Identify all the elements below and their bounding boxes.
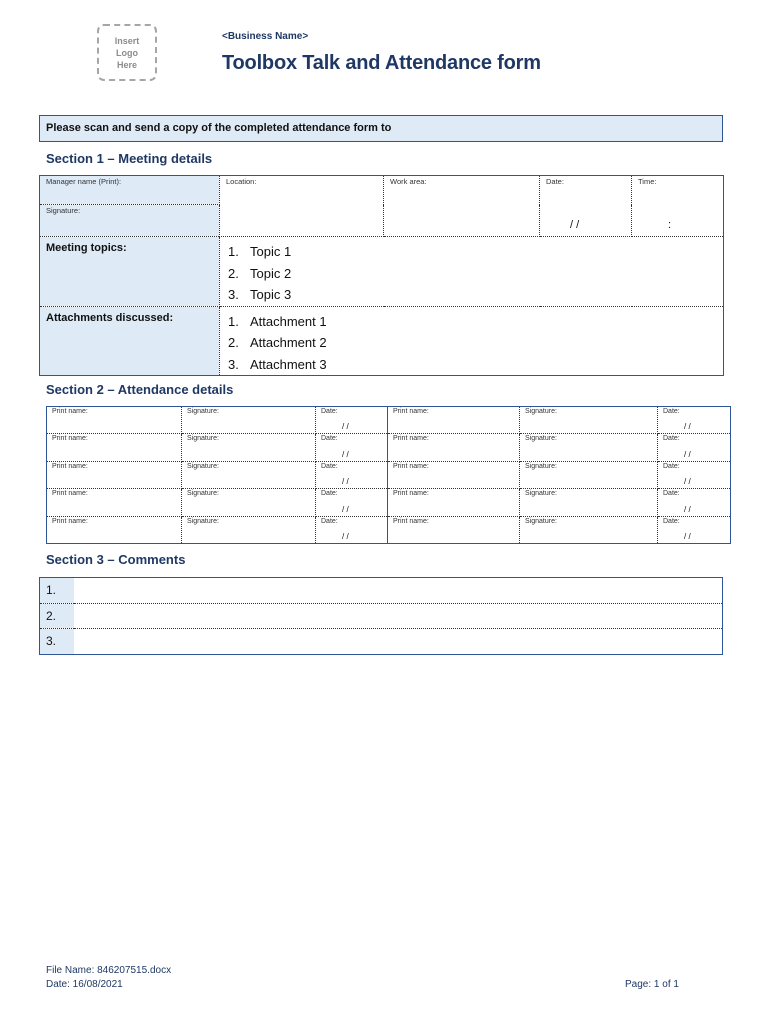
attendee-print-name-label: Print name:: [393, 517, 429, 525]
work-area-field[interactable]: [384, 176, 540, 237]
section-2-heading: Section 2 – Attendance details: [46, 382, 234, 397]
business-name: <Business Name>: [222, 31, 309, 42]
attendee-date-label: Date:: [663, 490, 680, 498]
attendee-signature-label: Signature:: [525, 517, 557, 525]
date-label: Date:: [546, 177, 564, 186]
attendee-print-name-field[interactable]: [47, 516, 182, 543]
attendee-date-field[interactable]: [658, 434, 731, 461]
attendee-date-field[interactable]: [316, 489, 388, 516]
list-item: 1. Attachment 1: [228, 313, 327, 329]
attendee-signature-field[interactable]: [520, 407, 658, 434]
attendee-print-name-label: Print name:: [52, 517, 88, 525]
date-placeholder: / /: [342, 504, 349, 514]
date-placeholder: / /: [684, 504, 691, 514]
location-label: Location:: [226, 177, 257, 186]
date-field[interactable]: [540, 176, 632, 237]
attendee-date-label: Date:: [663, 462, 680, 470]
attendee-signature-label: Signature:: [525, 462, 557, 470]
attendee-date-field[interactable]: [658, 461, 731, 488]
attendee-date-field[interactable]: [316, 434, 388, 461]
manager-name-field[interactable]: [40, 176, 220, 205]
attendance-row: [47, 434, 731, 461]
attendee-print-name-label: Print name:: [393, 490, 429, 498]
attendee-print-name-label: Print name:: [52, 462, 88, 470]
attendee-date-field[interactable]: [658, 407, 731, 434]
attendee-signature-label: Signature:: [525, 435, 557, 443]
attendance-row: [47, 489, 731, 516]
attendee-print-name-label: Print name:: [52, 435, 88, 443]
attendee-print-name-label: Print name:: [52, 408, 88, 415]
attendee-date-label: Date:: [321, 462, 338, 470]
attachments-label-cell: [40, 306, 220, 376]
attendee-signature-field[interactable]: [182, 407, 316, 434]
manager-name-label: Manager name (Print):: [46, 177, 122, 186]
date-placeholder: / /: [342, 422, 349, 432]
attendee-signature-field[interactable]: [520, 516, 658, 543]
attendee-signature-label: Signature:: [187, 517, 219, 525]
attendee-print-name-field[interactable]: [388, 407, 520, 434]
attendee-signature-label: Signature:: [525, 408, 557, 415]
attendee-signature-field[interactable]: [182, 434, 316, 461]
attendance-row: [47, 407, 731, 434]
footer-date: Date: 16/08/2021: [46, 979, 123, 990]
footer-file-name: File Name: 846207515.docx: [46, 965, 172, 976]
date-placeholder: / /: [342, 477, 349, 487]
attendee-date-field[interactable]: [316, 407, 388, 434]
logo-text-line: Logo: [115, 47, 138, 58]
attendance-row: [47, 516, 731, 543]
list-item: 2. Attachment 2: [228, 335, 327, 350]
attendee-print-name-field[interactable]: [47, 434, 182, 461]
attendee-print-name-label: Print name:: [393, 408, 429, 415]
attendee-print-name-field[interactable]: [388, 516, 520, 543]
attendee-signature-label: Signature:: [187, 435, 219, 443]
logo-placeholder: [97, 24, 157, 81]
list-item: 2. Topic 2: [228, 265, 292, 281]
date-placeholder: / /: [684, 477, 691, 487]
comment-number: 3.: [40, 629, 74, 655]
list-item: 1. Topic 1: [228, 244, 292, 259]
logo-text-line: Here: [116, 59, 137, 70]
date-placeholder: / /: [684, 449, 691, 459]
signature-field[interactable]: [40, 205, 220, 237]
comment-field[interactable]: [74, 603, 723, 629]
attendee-date-label: Date:: [663, 435, 680, 443]
attendee-date-label: Date:: [321, 490, 338, 498]
attendee-print-name-field[interactable]: [388, 461, 520, 488]
instructions-banner: Please scan and send a copy of the completed attendance form to: [39, 115, 723, 142]
attendee-signature-field[interactable]: [182, 516, 316, 543]
attendance-row: [47, 461, 731, 488]
attendee-print-name-label: Print name:: [52, 490, 88, 498]
attendee-signature-field[interactable]: [520, 434, 658, 461]
attendee-date-field[interactable]: [658, 516, 731, 543]
attendee-signature-field[interactable]: [520, 461, 658, 488]
attendee-date-label: Date:: [663, 517, 680, 525]
comment-number: 1.: [40, 578, 74, 604]
attendee-signature-field[interactable]: [182, 489, 316, 516]
date-placeholder: / /: [342, 531, 349, 541]
time-placeholder: :: [668, 219, 672, 231]
attendee-date-label: Date:: [321, 435, 338, 443]
attendee-print-name-field[interactable]: [47, 489, 182, 516]
attendee-signature-label: Signature:: [187, 462, 219, 470]
attendee-print-name-field[interactable]: [47, 461, 182, 488]
date-placeholder: / /: [342, 449, 349, 459]
attendee-signature-label: Signature:: [187, 408, 219, 415]
page-title: Toolbox Talk and Attendance form: [222, 52, 541, 74]
attendee-signature-field[interactable]: [182, 461, 316, 488]
meeting-details-table: [39, 175, 724, 376]
attendee-print-name-label: Print name:: [393, 435, 429, 443]
time-label: Time:: [638, 177, 657, 186]
attendee-print-name-field[interactable]: [47, 407, 182, 434]
meeting-topics-list: [220, 237, 723, 306]
comment-field[interactable]: [74, 629, 723, 655]
date-placeholder: / /: [684, 422, 691, 432]
attachments-cell[interactable]: [220, 306, 724, 376]
section-3-heading: Section 3 – Comments: [46, 552, 186, 567]
work-area-label: Work area:: [390, 177, 427, 186]
comments-table: [39, 577, 723, 655]
attendee-print-name-field[interactable]: [388, 434, 520, 461]
comment-number: 2.: [40, 603, 74, 629]
attachments-list: [220, 307, 723, 376]
date-placeholder: / /: [570, 219, 580, 231]
meeting-topics-label: Meeting topics:: [46, 242, 127, 254]
attendee-date-label: Date:: [321, 517, 338, 525]
footer-page-number: Page: 1 of 1: [625, 979, 679, 990]
attendee-signature-label: Signature:: [525, 490, 557, 498]
attendee-date-field[interactable]: [316, 516, 388, 543]
attendee-signature-label: Signature:: [187, 490, 219, 498]
list-item: 3. Topic 3: [228, 287, 292, 302]
location-field[interactable]: [220, 176, 384, 237]
attendance-table: [46, 406, 731, 544]
attendee-date-field[interactable]: [658, 489, 731, 516]
section-1-heading: Section 1 – Meeting details: [46, 151, 213, 166]
attendee-date-label: Date:: [321, 408, 338, 415]
attachments-label: Attachments discussed:: [46, 311, 174, 324]
list-item: 3. Attachment 3: [228, 356, 327, 372]
attendee-print-name-label: Print name:: [393, 462, 429, 470]
meeting-topics-cell[interactable]: [220, 237, 724, 307]
meeting-topics-label-cell: [40, 237, 220, 307]
comment-field[interactable]: [74, 578, 723, 604]
time-field[interactable]: [632, 176, 724, 237]
logo-text-line: Insert: [114, 35, 140, 46]
attendee-signature-field[interactable]: [520, 489, 658, 516]
attendee-print-name-field[interactable]: [388, 489, 520, 516]
date-placeholder: / /: [684, 531, 691, 541]
attendee-date-label: Date:: [663, 408, 680, 415]
attendee-date-field[interactable]: [316, 461, 388, 488]
signature-label: Signature:: [46, 206, 81, 215]
